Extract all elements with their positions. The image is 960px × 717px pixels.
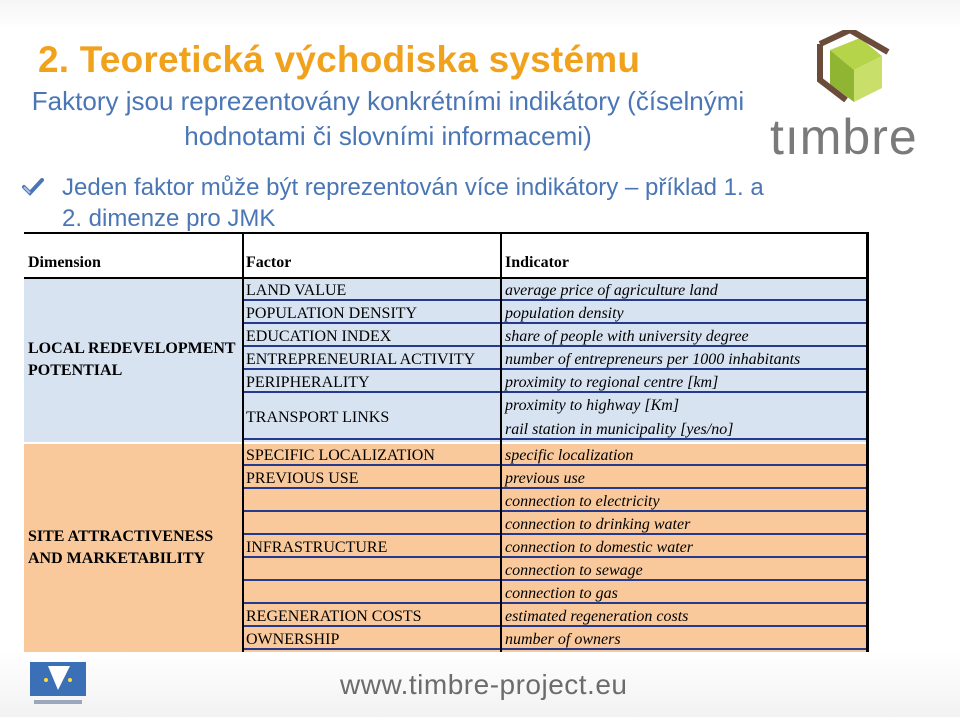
indicator-cell: connection to electricity [505, 493, 660, 510]
slide-subtitle: Faktory jsou reprezentovány konkrétními indikátory (číselnými hodnotami či slovními informacemi) [31, 86, 745, 151]
column-divider [500, 234, 502, 656]
footer-url[interactable]: www.timbre-project.eu [340, 669, 628, 700]
header-dimension: Dimension [28, 254, 101, 271]
dimension-line: AND MARKETABILITY [28, 550, 206, 567]
bullet-text: Jeden faktor může být reprezentován více indikátory – příklad 1. a 2. dimenze pro JMK [62, 174, 764, 232]
indicator-cell: share of people with university degree [505, 328, 749, 345]
indicator-cell: proximity to highway [Km] [505, 397, 680, 414]
dimension-line: SITE ATTRACTIVENESS [28, 528, 214, 545]
dimension-line: POTENTIAL [28, 362, 123, 379]
factor-cell: OWNERSHIP [246, 631, 340, 648]
dimension-cell [24, 444, 242, 656]
factor-indicator-table [24, 232, 869, 656]
indicator-cell: average price of agriculture land [505, 282, 718, 299]
indicator-cell: population density [505, 305, 624, 322]
indicator-cell: estimated regeneration costs [505, 608, 689, 625]
indicator-cell: connection to drinking water [505, 516, 691, 533]
dimension-line: LOCAL REDEVELOPMENT [28, 340, 236, 357]
timbre-logo [770, 30, 930, 165]
factor-cell: TRANSPORT LINKS [246, 409, 390, 426]
indicator-cell: number of owners [505, 631, 621, 648]
top-band [0, 0, 960, 30]
column-divider [242, 234, 244, 656]
checkmark-arrow-icon [22, 176, 44, 198]
indicator-cell: connection to domestic water [505, 539, 693, 556]
indicator-cell: specific localization [505, 447, 634, 464]
timbre-cube-icon [810, 30, 890, 110]
factor-cell: EDUCATION INDEX [246, 328, 392, 345]
factor-cell: REGENERATION COSTS [246, 608, 422, 625]
header-factor: Factor [246, 254, 292, 271]
factor-cell: ENTREPRENEURIAL ACTIVITY [246, 351, 476, 368]
indicator-cell: rail station in municipality [yes/no] [505, 421, 734, 438]
factor-cell: PREVIOUS USE [246, 470, 359, 487]
factor-cell: LAND VALUE [246, 282, 347, 299]
eu-seventh-framework-logo-icon [28, 660, 88, 710]
factor-cell: INFRASTRUCTURE [246, 539, 388, 556]
slide-title: 2. Teoretická východiska systému [38, 39, 641, 80]
indicator-cell: connection to gas [505, 585, 618, 602]
factor-cell: POPULATION DENSITY [246, 305, 418, 322]
factor-cell: SPECIFIC LOCALIZATION [246, 447, 435, 464]
indicator-cell: number of entrepreneurs per 1000 inhabitants [505, 351, 801, 368]
indicator-cell: proximity to regional centre [km] [505, 374, 719, 391]
factor-cell: PERIPHERALITY [246, 374, 370, 391]
timbre-wordmark: tımbre [770, 109, 918, 165]
indicator-cell: connection to sewage [505, 562, 643, 579]
header-indicator: Indicator [505, 254, 569, 271]
dimension-cell [24, 279, 242, 442]
indicator-cell: previous use [505, 470, 585, 487]
